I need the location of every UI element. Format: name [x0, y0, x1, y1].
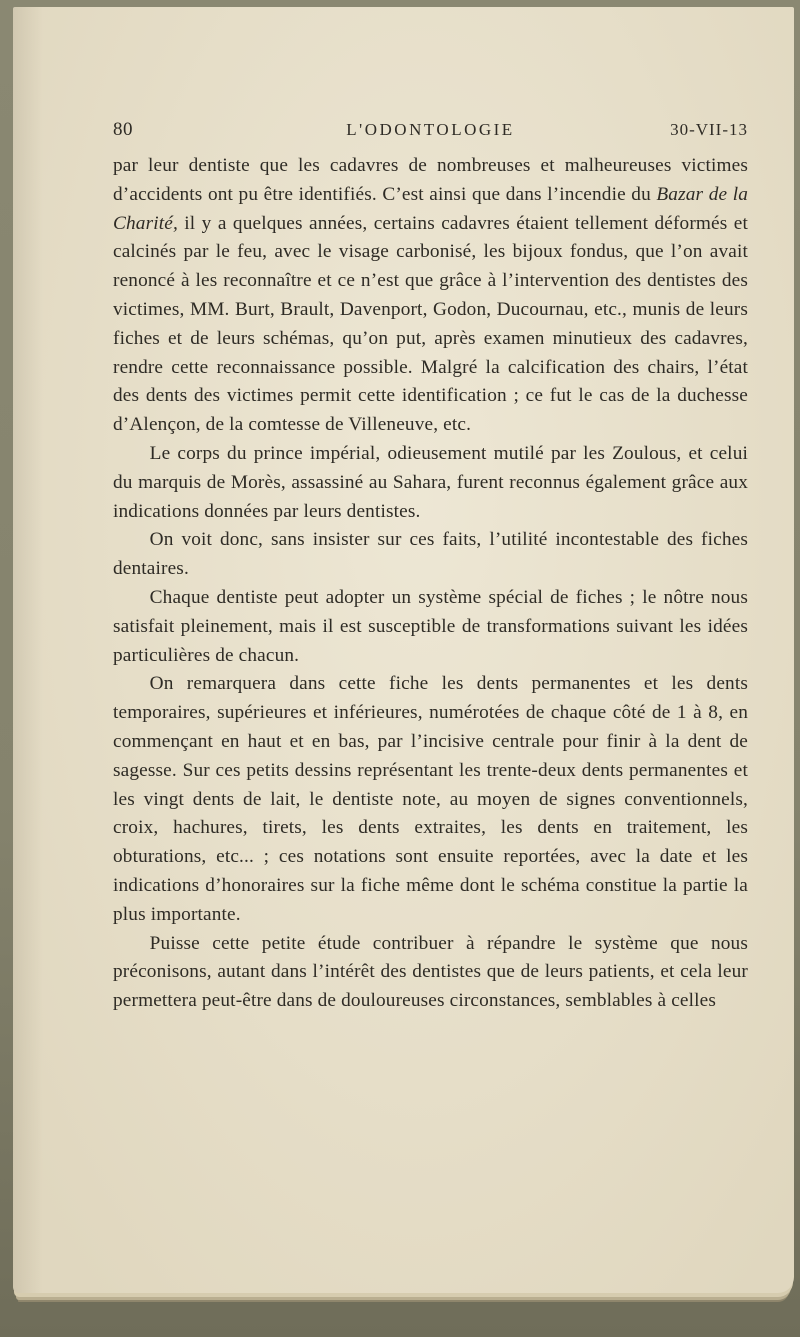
text-run: Puisse cette petite étude contribuer à répandre le système que nous préconisons, autant dans l’intérêt des dentistes que de leurs patients, et cela leur permettera peut-être dans de douloureuses circonstances, semblables à celles — [113, 932, 748, 1012]
text-run: Chaque dentiste peut adopter un système spécial de fiches ; le nôtre nous satisfait pleinement, mais il est susceptible de transformations suivant les idées particulières de chacun. — [113, 586, 748, 666]
text-run: il y a quelques années, certains cadavres étaient tellement déformés et calcinés par le feu, avec le visage carbonisé, les bijoux fondus, que l’on avait renoncé à les reconnaître et ce n’est que grâce à l’intervention des dentistes des victimes, MM. Burt, Brault, Davenport, Godon, Ducournau, etc., munis de leurs fiches et de leurs schémas, qu’on put, après examen minutieux des cadavres, rendre cette reconnaissance possible. Malgré la calcification des chairs, l’état des dents des victimes permit cette identification ; ce fut le cas de la duchesse d’Alençon, de la comtesse de Villeneuve, etc. — [113, 212, 748, 436]
text-run: par leur dentiste que les cadavres de nombreuses et malheureuses victimes d’accidents ont pu être identifiés. C’est ainsi que dans l’incendie du — [113, 155, 748, 205]
page-header — [113, 119, 748, 141]
italic-text-run: Bazar de la Charité, — [113, 183, 748, 234]
journal-title: L'ODONTOLOGIE — [346, 120, 515, 139]
text-run: Le corps du prince impérial, odieusement mutilé par les Zoulous, et celui du marquis de Morès, assassiné au Sahara, furent reconnus également grâce aux indications données par leurs dentistes. — [113, 442, 748, 522]
paragraph — [113, 440, 748, 526]
issue-date: 30-VII-13 — [670, 120, 748, 139]
paragraph — [113, 584, 748, 670]
page-content — [113, 7, 748, 1016]
page-body — [113, 152, 748, 1016]
text-run: On remarquera dans cette fiche les dents permanentes et les dents temporaires, supérieures et inférieures, numérotées de chaque côté de 1 à 8, en commençant en haut et en bas, par l’incisive centrale pour finir à la dent de sagesse. Sur ces petits dessins représentant les trente-deux dents permanentes et les vingt dents de lait, le dentiste note, au moyen de signes conventionnels, croix, hachures, tirets, les dents extraites, les dents en traitement, les obturations, etc... ; ces notations sont ensuite reportées, avec la date et les indications d’honoraires sur la fiche même dont le schéma constitue la partie la plus importante. — [113, 673, 748, 925]
paragraph — [113, 670, 748, 929]
page-number: 80 — [113, 119, 133, 140]
book-page — [13, 7, 794, 1293]
paragraph — [113, 526, 748, 584]
text-run: On voit donc, sans insister sur ces faits, l’utilité incontestable des fiches dentaires. — [113, 529, 748, 580]
paragraph — [113, 152, 748, 440]
paragraph — [113, 930, 748, 1016]
